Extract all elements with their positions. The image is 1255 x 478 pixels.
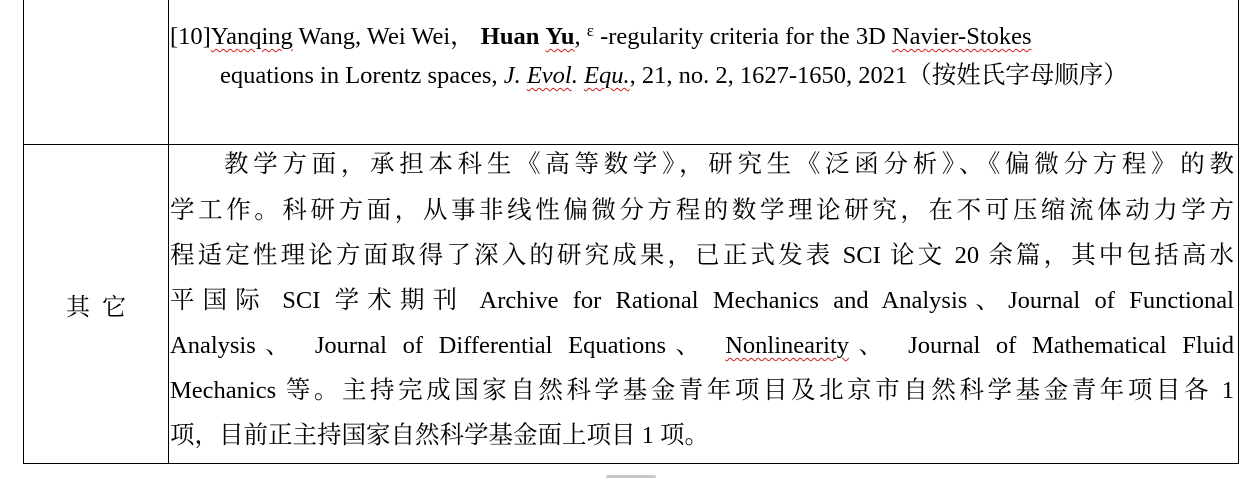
journal-name: Evol — [526, 62, 572, 89]
journal-name: Equ. — [583, 62, 630, 89]
other-paragraph-line: 平国际 SCI 学术期刊 Archive for Rational Mechanics and Analysis、Journal of Functional — [170, 287, 1234, 314]
journal-name: . — [571, 62, 578, 89]
reference-line-1: [10]Yanqing Wang, Wei Wei， Huan Yu, $^\varepsilon$ -regularity criteria for the 3D Navier-Stokes — [170, 21, 1032, 50]
paper-title-term: Navier-Stokes — [891, 23, 1032, 50]
other-paragraph-line: 学工作。科研方面，从事非线性偏微分方程的数学理论研究，在不可压缩流体动力学方 — [170, 197, 1234, 224]
other-label: 其它 — [66, 294, 138, 321]
other-paragraph-line: Mechanics 等。主持完成国家自然科学基金青年项目及北京市自然科学基金青年项目各 1 — [170, 377, 1234, 404]
table-column-divider — [168, 0, 169, 464]
reference-number: [10] — [170, 23, 211, 50]
other-paragraph-line: 程适定性理论方面取得了深入的研究成果，已正式发表 SCI 论文 20 余篇，其中包括高水 — [170, 242, 1234, 269]
journal-name: J. — [503, 62, 521, 89]
epsilon-symbol: ε — [586, 21, 594, 40]
journal-list: 、 Journal of Mathematical Fluid — [849, 332, 1234, 359]
publication-details: , 21, no. 2, 1627-1650, 2021（按姓氏字母顺序） — [629, 62, 1128, 89]
table-right-border — [1238, 0, 1239, 464]
paper-title-continued: equations in Lorentz spaces, — [220, 62, 504, 89]
journal-list: Analysis、 Journal of Differential Equations、 — [170, 332, 726, 359]
table-row-divider — [23, 144, 1239, 145]
author-name: Wang, Wei Wei， — [292, 23, 481, 50]
paper-title: -regularity criteria for the 3D — [593, 23, 892, 50]
other-paragraph-line: 项，目前正主持国家自然科学基金面上项目 1 项。 — [170, 422, 709, 449]
author-name: Yanqing — [210, 23, 293, 50]
author-name-bold: Yu — [545, 23, 575, 50]
other-paragraph-line: 教学方面，承担本科生《高等数学》，研究生《泛函分析》、《偏微分方程》的教 — [224, 151, 1234, 178]
author-name-bold: Huan — [480, 23, 540, 50]
other-paragraph-line — [170, 331, 1234, 361]
reference-line-2 — [220, 61, 1128, 91]
table-bottom-border — [23, 463, 1239, 464]
journal-nonlinearity: Nonlinearity — [725, 332, 850, 359]
